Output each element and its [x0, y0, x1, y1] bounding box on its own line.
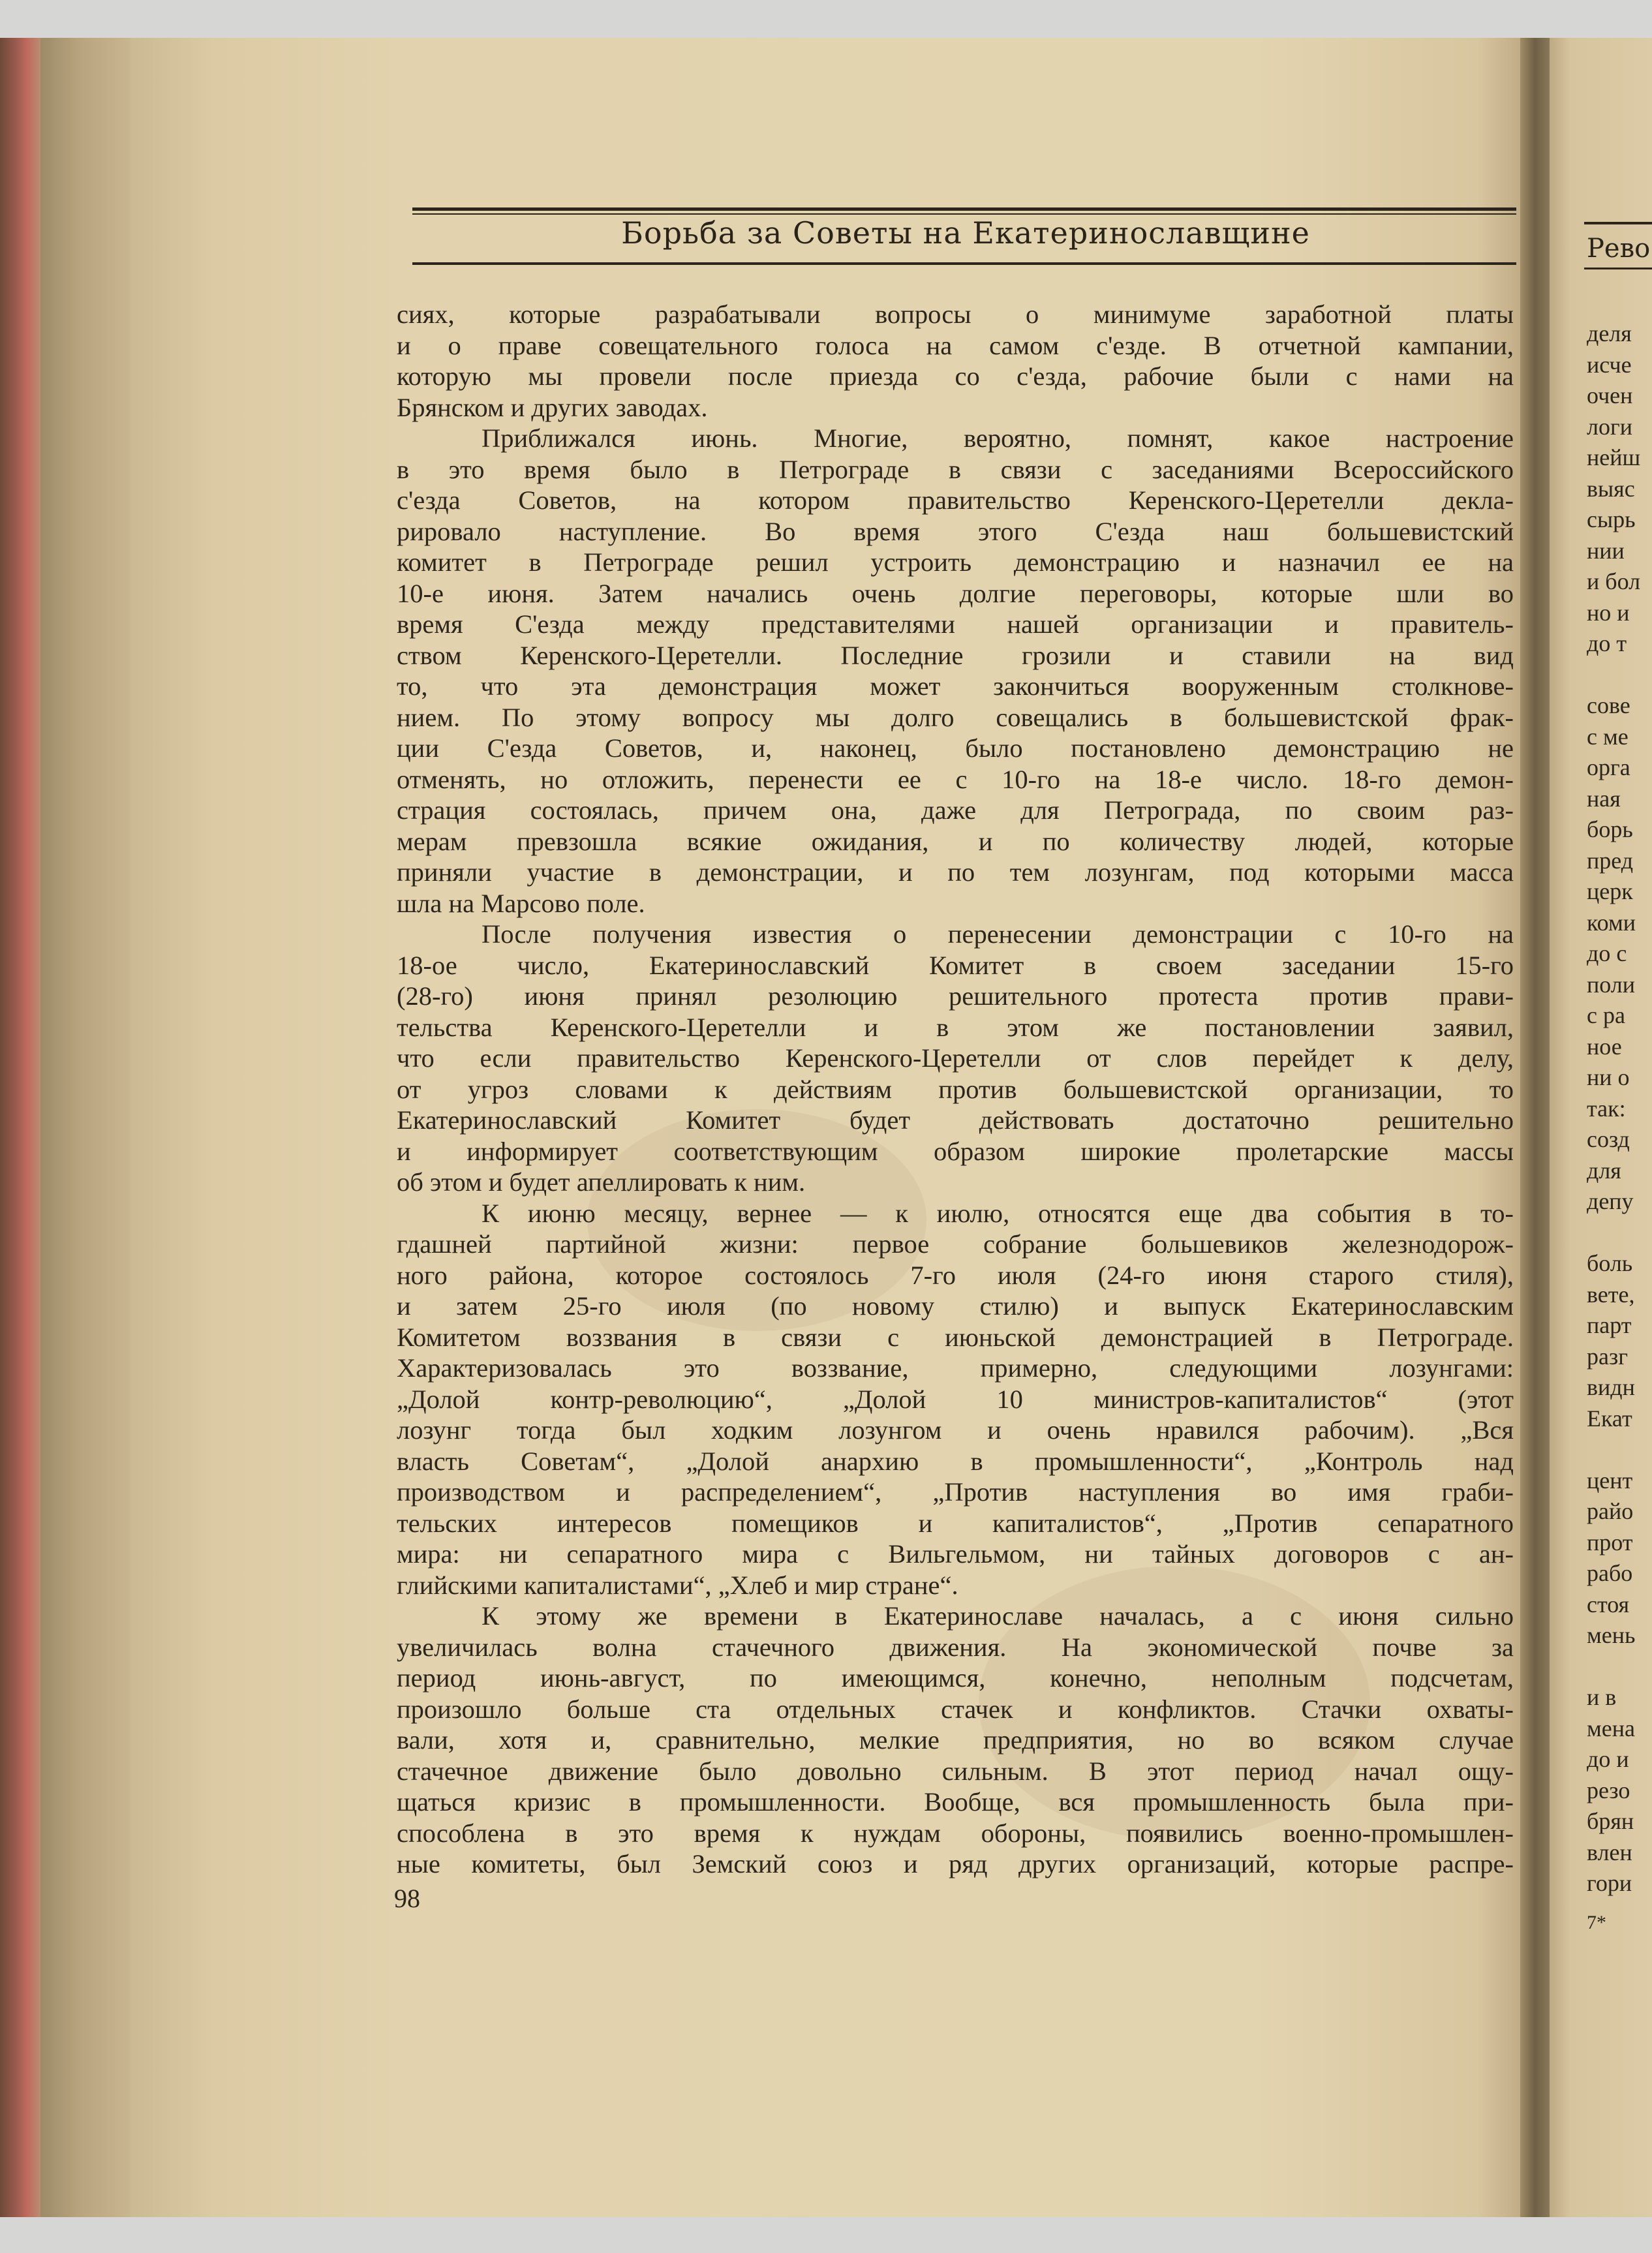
- text-line: вали, хотя и, сравнительно, мелкие предприятия, но во всяком случае: [397, 1725, 1514, 1755]
- text-line: в это время было в Петрограде в связи с заседаниями Всероссийского: [397, 454, 1514, 484]
- book-spine-edge: [0, 38, 46, 2217]
- text-line: Комитетом воззвания в связи с июньской демонстрацией в Петрограде.: [397, 1322, 1514, 1352]
- text-line-fragment: но и: [1587, 599, 1630, 626]
- text-line: отменять, но отложить, перенести ее с 10-го на 18-е число. 18-го демон-: [397, 764, 1514, 794]
- text-line-fragment: мена: [1587, 1715, 1636, 1741]
- text-line: нием. По этому вопросу мы долго совещались в большевистской фрак-: [397, 702, 1514, 732]
- text-line: тельства Керенского-Церетелли и в этом же постановлении заявил,: [397, 1012, 1514, 1042]
- text-line-fragment: логи: [1587, 413, 1632, 440]
- text-line: Екатеринославский Комитет будет действовать достаточно решительно: [397, 1105, 1514, 1135]
- right-header-rule-bottom: [1584, 268, 1652, 269]
- text-line-fragment: исче: [1587, 351, 1632, 378]
- text-line-fragment: стоя: [1587, 1591, 1630, 1617]
- text-line-fragment: вете,: [1587, 1281, 1635, 1308]
- text-line-fragment: деля: [1587, 320, 1632, 346]
- text-line-fragment: сырь: [1587, 506, 1636, 532]
- text-line: Приближался июнь. Многие, вероятно, помнят, какое настроение: [482, 423, 1514, 453]
- text-line: 10-е июня. Затем начались очень долгие переговоры, которые шли во: [397, 578, 1514, 608]
- text-line: мерам превзошла всякие ожидания, и по количеству людей, которые: [397, 826, 1514, 856]
- text-line: власть Советам“, „Долой анархию в промышленности“, „Контроль над: [397, 1446, 1514, 1476]
- text-line-fragment: брян: [1587, 1808, 1634, 1834]
- text-line: с'езда Советов, на котором правительство Керенского-Церетелли декла-: [397, 485, 1514, 515]
- text-line: рировало наступление. Во время этого С'езда наш большевистский: [397, 516, 1514, 546]
- page-number: 98: [394, 1884, 420, 1913]
- text-line-fragment: райо: [1587, 1498, 1634, 1524]
- text-line: (28-го) июня принял резолюцию решительного протеста против прави-: [397, 981, 1514, 1011]
- text-line: ции С'езда Советов, и, наконец, было постановлено демонстрацию не: [397, 733, 1514, 763]
- text-line: щаться кризис в промышленности. Вообще, вся промышленность была при-: [397, 1787, 1514, 1816]
- text-line: К этому же времени в Екатеринославе началась, а с июня сильно: [482, 1601, 1514, 1631]
- text-line-fragment: пред: [1587, 847, 1634, 874]
- text-line-fragment: [1587, 1218, 1652, 1249]
- text-line-fragment: с ме: [1587, 723, 1629, 750]
- text-line: мира: ни сепаратного мира с Вильгельмом, ни тайных договоров с ан-: [397, 1539, 1514, 1569]
- text-line: К июню месяцу, вернее — к июлю, относятся еще два события в то-: [482, 1198, 1514, 1228]
- text-line: 18-ое число, Екатеринославский Комитет в своем заседании 15-го: [397, 950, 1514, 980]
- text-line-fragment: депу: [1587, 1188, 1634, 1214]
- text-line: Брянском и других заводах.: [397, 392, 708, 422]
- text-line: то, что эта демонстрация может закончиться вооруженным столкнове-: [397, 671, 1514, 701]
- header-rule-top: [412, 207, 1516, 211]
- text-line: сиях, которые разрабатывали вопросы о минимуме заработной платы: [397, 299, 1514, 329]
- text-line-fragment: орга: [1587, 754, 1630, 780]
- text-line-fragment: гори: [1587, 1870, 1632, 1896]
- text-line: гдашней партийной жизни: первое собрание большевиков железнодорож-: [397, 1229, 1514, 1259]
- text-line-fragment: Екат: [1587, 1405, 1632, 1432]
- book-gutter: [1520, 38, 1553, 2217]
- text-line: и затем 25-го июля (по новому стилю) и выпуск Екатеринославским: [397, 1291, 1514, 1321]
- text-line: способлена в это время к нуждам обороны, появились военно-промышлен-: [397, 1818, 1514, 1848]
- text-line-fragment: ная: [1587, 785, 1621, 812]
- text-line-fragment: разг: [1587, 1343, 1628, 1370]
- text-line-fragment: борь: [1587, 816, 1633, 842]
- text-line-fragment: прот: [1587, 1529, 1633, 1556]
- page-stack-edge: [40, 38, 138, 2217]
- header-rule-bottom: [412, 262, 1516, 265]
- signature-mark: 7*: [1587, 1912, 1606, 1933]
- text-line: После получения известия о перенесении демонстрации с 10-го на: [482, 919, 1514, 949]
- text-line: лозунг тогда был ходким лозунгом и очень нравился рабочим). „Вся: [397, 1415, 1514, 1445]
- text-line-fragment: до с: [1587, 940, 1627, 966]
- text-line: произошло больше ста отдельных стачек и конфликтов. Стачки охваты-: [397, 1694, 1514, 1724]
- text-line: шла на Марсово поле.: [397, 888, 645, 918]
- running-header: Борьба за Советы на Екатеринославщине: [621, 215, 1310, 251]
- text-line: глийскими капиталистами“, „Хлеб и мир стране“.: [397, 1570, 958, 1600]
- text-line: увеличилась волна стачечного движения. На экономической почве за: [397, 1632, 1514, 1662]
- text-line-fragment: поли: [1587, 971, 1636, 998]
- text-line: и о праве совещательного голоса на самом с'езде. В отчетной кампании,: [397, 330, 1514, 360]
- text-line-fragment: церк: [1587, 878, 1633, 904]
- text-line-fragment: выяс: [1587, 475, 1635, 502]
- body-text: [397, 299, 1514, 1880]
- text-line-fragment: ное: [1587, 1033, 1622, 1060]
- text-line: производством и распределением“, „Против наступления во имя граби-: [397, 1477, 1514, 1507]
- text-line-fragment: сове: [1587, 692, 1630, 718]
- text-line-fragment: нии: [1587, 537, 1625, 564]
- text-line-fragment: и в: [1587, 1684, 1617, 1710]
- text-line-fragment: до и: [1587, 1746, 1629, 1772]
- right-header-rule: [1584, 222, 1652, 224]
- text-line-fragment: видн: [1587, 1374, 1635, 1400]
- text-line-fragment: [1587, 1651, 1652, 1683]
- text-line: об этом и будет апеллировать к ним.: [397, 1167, 806, 1197]
- text-line: „Долой контр-революцию“, „Долой 10 министров-капиталистов“ (этот: [397, 1384, 1514, 1414]
- text-line-fragment: созд: [1587, 1126, 1630, 1152]
- text-line: страция состоялась, причем она, даже для Петрограда, по своим раз-: [397, 795, 1514, 825]
- text-line-fragment: цент: [1587, 1467, 1633, 1494]
- text-line: приняли участие в демонстрации, и по тем лозунгам, под которыми масса: [397, 857, 1514, 887]
- text-line: тельских интересов помещиков и капиталистов“, „Против сепаратного: [397, 1508, 1514, 1538]
- text-line: ного района, которое состоялось 7-го июля (24-го июня старого стиля),: [397, 1260, 1514, 1290]
- text-line: Характеризовалась это воззвание, примерно, следующими лозунгами:: [397, 1353, 1514, 1383]
- text-line: период июнь-август, по имеющимся, конечно, неполным подсчетам,: [397, 1663, 1514, 1693]
- header-rule-top-thin: [412, 213, 1516, 215]
- text-line-fragment: резо: [1587, 1777, 1630, 1803]
- text-line-fragment: очен: [1587, 382, 1633, 408]
- text-line: что если правительство Керенского-Церетелли от слов перейдет к делу,: [397, 1043, 1514, 1073]
- text-line-fragment: коми: [1587, 909, 1636, 936]
- right-page-text: [1587, 318, 1652, 1899]
- text-line-fragment: [1587, 660, 1652, 691]
- text-line-fragment: до т: [1587, 630, 1627, 656]
- text-line: от угроз словами к действиям против большевистской организации, то: [397, 1074, 1514, 1104]
- text-line: стачечное движение было довольно сильным. В этот период начал ощу-: [397, 1756, 1514, 1786]
- text-line: ные комитеты, был Земский союз и ряд других организаций, которые распре-: [397, 1849, 1514, 1878]
- text-line-fragment: парт: [1587, 1312, 1632, 1338]
- text-line-fragment: с ра: [1587, 1002, 1625, 1028]
- text-line-fragment: ни о: [1587, 1064, 1630, 1090]
- text-line: время С'езда между представителями нашей организации и правитель-: [397, 609, 1514, 639]
- text-line: ством Керенского-Церетелли. Последние грозили и ставили на вид: [397, 640, 1514, 670]
- text-line-fragment: для: [1587, 1157, 1621, 1184]
- right-running-header: Рево: [1587, 234, 1651, 264]
- text-line-fragment: так:: [1587, 1095, 1626, 1122]
- text-line: и информирует соответствующим образом широкие пролетарские массы: [397, 1136, 1514, 1166]
- text-line-fragment: боль: [1587, 1250, 1633, 1276]
- text-line-fragment: мень: [1587, 1622, 1636, 1648]
- text-line: комитет в Петрограде решил устроить демонстрацию и назначил ее на: [397, 547, 1514, 577]
- text-line-fragment: нейш: [1587, 444, 1641, 470]
- text-line-fragment: рабо: [1587, 1560, 1633, 1586]
- text-line-fragment: [1587, 1434, 1652, 1465]
- text-line-fragment: и бол: [1587, 568, 1641, 594]
- text-line: которую мы провели после приезда со с'езда, рабочие были с нами на: [397, 361, 1514, 391]
- text-line-fragment: влен: [1587, 1839, 1632, 1865]
